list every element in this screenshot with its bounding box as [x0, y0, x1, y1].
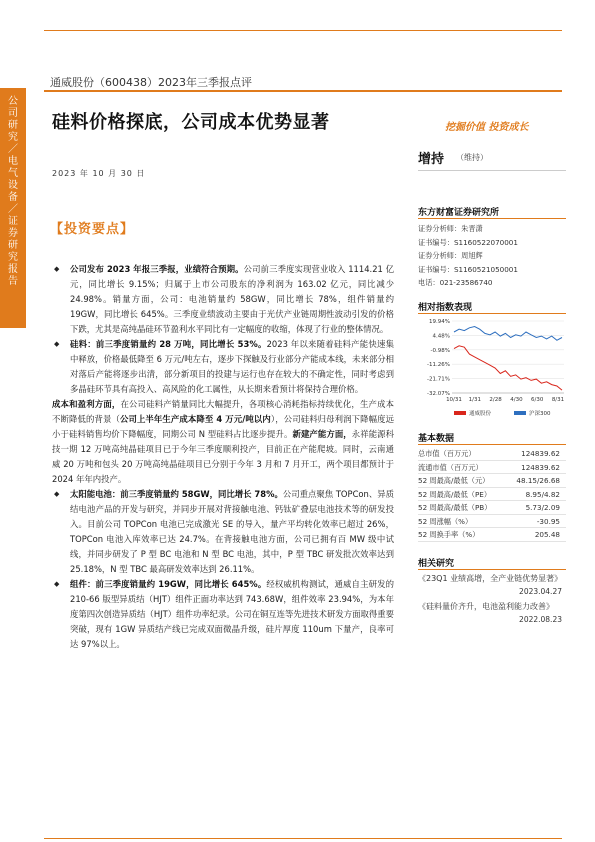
- lead-modules: 组件：前三季度销量约 19GW，同比增长 645%。: [70, 579, 267, 589]
- text-results: 公司前三季度实现营业收入 1114.21 亿元，同比增长 9.15%；归属于上市公司股东的净利润为 163.02 亿元，同比减少 24.98%。销量方面，公司：电池销量约 58GW，同比增长 78%，组件销量约 19GW，同比增长 645%。三季度业绩波动主要由于光伏产业链周期性波动引发的价格下跌，尤其是高纯晶硅环节盈利水平同比有一定幅度的收缩，体现了行业的整体情况。: [70, 264, 395, 334]
- lead-cost-2: 公司上半年生产成本降至 4 万元/吨以内: [119, 414, 271, 424]
- basic-value: -30.95: [536, 516, 560, 526]
- basic-label: 总市值（百万元）: [418, 449, 476, 458]
- paragraph-cost: [52, 397, 394, 487]
- y-tick-label: 19.94%: [429, 319, 450, 325]
- x-tick-label: 4/30: [510, 397, 523, 403]
- x-tick-label: 10/31: [446, 397, 462, 403]
- legend-swatch: [454, 411, 466, 415]
- y-tick-label: -11.26%: [427, 362, 450, 369]
- related-title: 相关研究: [418, 559, 455, 569]
- basic-title: 基本数据: [418, 434, 455, 444]
- chart-rule: [418, 313, 566, 314]
- paragraph-modules: [52, 577, 394, 652]
- analyst-list: [418, 222, 566, 290]
- lead-cost: 成本和盈利方面，: [52, 399, 121, 409]
- rating-rule: [418, 170, 566, 171]
- chart-svg: [418, 315, 566, 423]
- basic-value: 124839.62: [521, 449, 560, 458]
- y-tick-label: -32.07%: [427, 391, 450, 397]
- basic-label: 流通市值（百万元）: [418, 462, 483, 472]
- x-tick-label: 2/28: [489, 397, 502, 403]
- invest-heading: 【投资要点】: [50, 222, 135, 237]
- lead-silicon: 硅料：前三季度销量约 28 万吨，同比增长 53%。: [70, 339, 267, 349]
- legend-label: 沪深300: [529, 411, 551, 417]
- x-tick-label: 8/31: [551, 397, 565, 403]
- report-title: 硅料价格探底，公司成本优势显著: [52, 112, 330, 133]
- rating-note: （维持）: [456, 153, 488, 162]
- sidebar-label: 公司研究／电气设备／证券研究报告: [8, 96, 18, 287]
- lead-capacity: 新建产能方面，: [292, 429, 352, 439]
- basic-value: 48.15/26.68: [516, 476, 560, 485]
- analyst-phone: 电话：021-23586740: [418, 278, 493, 288]
- y-tick-label: 4.48%: [432, 333, 450, 340]
- bottom-rule: [44, 838, 562, 839]
- analyst-2-id: 证书编号：S1160521050001: [418, 264, 518, 274]
- report-header-title: 通威股份（600438）2023年三季报点评: [50, 76, 252, 89]
- related-item[interactable]: [418, 572, 566, 598]
- analyst-1-name: 证券分析师：朱晋潇: [418, 224, 483, 233]
- chart-title: 相对指数表现: [418, 303, 473, 313]
- basic-value: 8.95/4.82: [525, 489, 560, 499]
- analyst-1-id: 证书编号：S1160522070001: [418, 237, 518, 247]
- text-silicon: 2023 年以来随着硅料产能快速集中释放，价格最低降至 6 万元/吨左右，逐步下探触及行业部分产能成本线，未来部分相对落后产能将逐步出清，部分新项目的投建与运行也存在较大的不确定性，同时考虑到多晶硅环节具有高投入、高风险的化工属性，从长期来看预计将保持合理价格。: [70, 339, 394, 394]
- related-item-title[interactable]: 《硅料量价齐升，电池盈利能力改善》: [418, 602, 554, 611]
- basic-value: 205.48: [534, 530, 560, 539]
- research-org: 东方财富证券研究所: [418, 208, 500, 218]
- y-tick-label: -21.71%: [427, 376, 450, 383]
- analyst-2-name: 证券分析师：周旭辉: [418, 251, 483, 261]
- basic-value: 5.73/2.09: [525, 503, 560, 512]
- basic-label: 52 周最高/最低（元）: [418, 476, 490, 485]
- org-rule: [418, 218, 566, 219]
- related-item[interactable]: [418, 600, 566, 626]
- text-modules: 经权威机构测试，通威自主研发的 210-66 版型异质结（HJT）组件正面功率达到 743.68W，组件效率 23.94%，为本年度第四次创造异质结（HJT）组件功率纪录。公司在铜互连等先进技术研发方面取得重要突破，现有 1GW 异质结产线已完成双面微晶升级，硅片厚度 110um 下量产，良率可达 97%以上。: [70, 579, 394, 649]
- relative-index-chart: [418, 315, 566, 423]
- lead-results: 公司发布 2023 年报三季报，业绩符合预期。: [70, 264, 244, 274]
- header-rule: [44, 90, 562, 92]
- basic-row: [418, 488, 566, 502]
- series-line: [454, 346, 562, 390]
- basic-rule: [418, 444, 566, 445]
- basic-row: [418, 501, 566, 515]
- related-rule: [418, 569, 566, 570]
- text-cells: 公司重点聚焦 TOPCon、异质结电池产品的开发与研究，并同步开展对背接触电池、钙钛矿叠层电池技术等的研发投入。目前公司 TOPCon 电池已完成激光 SE 的导入，量产平均转化效率已超过 26%，TOPCon 电池入库效率已达 24.7%。在背接触电池方面，公司已拥有百 MW 级中试线，并同步研发了 P 型 BC 电池和 N 型 BC 电池，其中，P 型 TBC 研发批次效率达到 25.18%，N 型 TBC 最高研发效率达到 26.11%。: [70, 489, 394, 574]
- top-rule: [44, 30, 562, 31]
- basic-label: 52 周换手率（%）: [418, 530, 480, 539]
- basic-row: [418, 474, 566, 488]
- related-item-date: 2023.04.27: [519, 587, 562, 596]
- y-tick-label: -0.98%: [430, 347, 450, 354]
- paragraph-silicon: [52, 337, 394, 397]
- basic-label: 52 周涨幅（%）: [418, 516, 473, 526]
- basic-label: 52 周最高/最低（PE）: [418, 489, 492, 499]
- related-item-date: 2022.08.23: [519, 615, 562, 624]
- text-cost-2: ），公司硅料归母利润下降幅度远小于硅料销售均价下降幅度，同期公司 N 型硅料占比逐步提升。: [52, 414, 395, 439]
- legend-label: 通威股份: [469, 411, 492, 417]
- x-tick-label: 6/30: [531, 397, 544, 403]
- text-cost-1: 在公司硅料产销量同比大幅提升，各项核心消耗指标持续优化，生产成本不断降低的背景（: [52, 399, 394, 424]
- paragraph-cells: [52, 487, 394, 577]
- basic-row: [418, 515, 566, 529]
- basic-data-table: [418, 447, 566, 542]
- basic-row: [418, 447, 566, 461]
- legend-swatch: [514, 411, 526, 415]
- basic-label: 52 周最高/最低（PB）: [418, 503, 492, 512]
- basic-value: 124839.62: [521, 462, 560, 472]
- basic-row: [418, 528, 566, 542]
- related-list: [418, 572, 566, 628]
- text-capacity: 永祥能源科技一期 12 万吨高纯晶硅项目已于今年三季度顺利投产，目前正在产能爬坡。同时，云南通威 20 万吨和包头 20 万吨高纯晶硅项目已分别于今年 3 月和 7 月开工，两个项目都预计于 2024 年年内投产。: [52, 429, 395, 484]
- slogan: 挖掘价值 投资成长: [445, 122, 529, 133]
- series-line: [454, 327, 562, 341]
- paragraph-results: [52, 262, 394, 337]
- rating: 增持: [418, 152, 445, 167]
- basic-row: [418, 461, 566, 475]
- report-date: 2023 年 10 月 30 日: [52, 169, 146, 178]
- related-item-title[interactable]: 《23Q1 业绩高增，全产业链优势显著》: [418, 574, 563, 583]
- lead-cells: 太阳能电池：前三季度销量约 58GW，同比增长 78%。: [70, 489, 283, 499]
- invest-body: [52, 262, 394, 652]
- x-tick-label: 1/31: [468, 397, 481, 403]
